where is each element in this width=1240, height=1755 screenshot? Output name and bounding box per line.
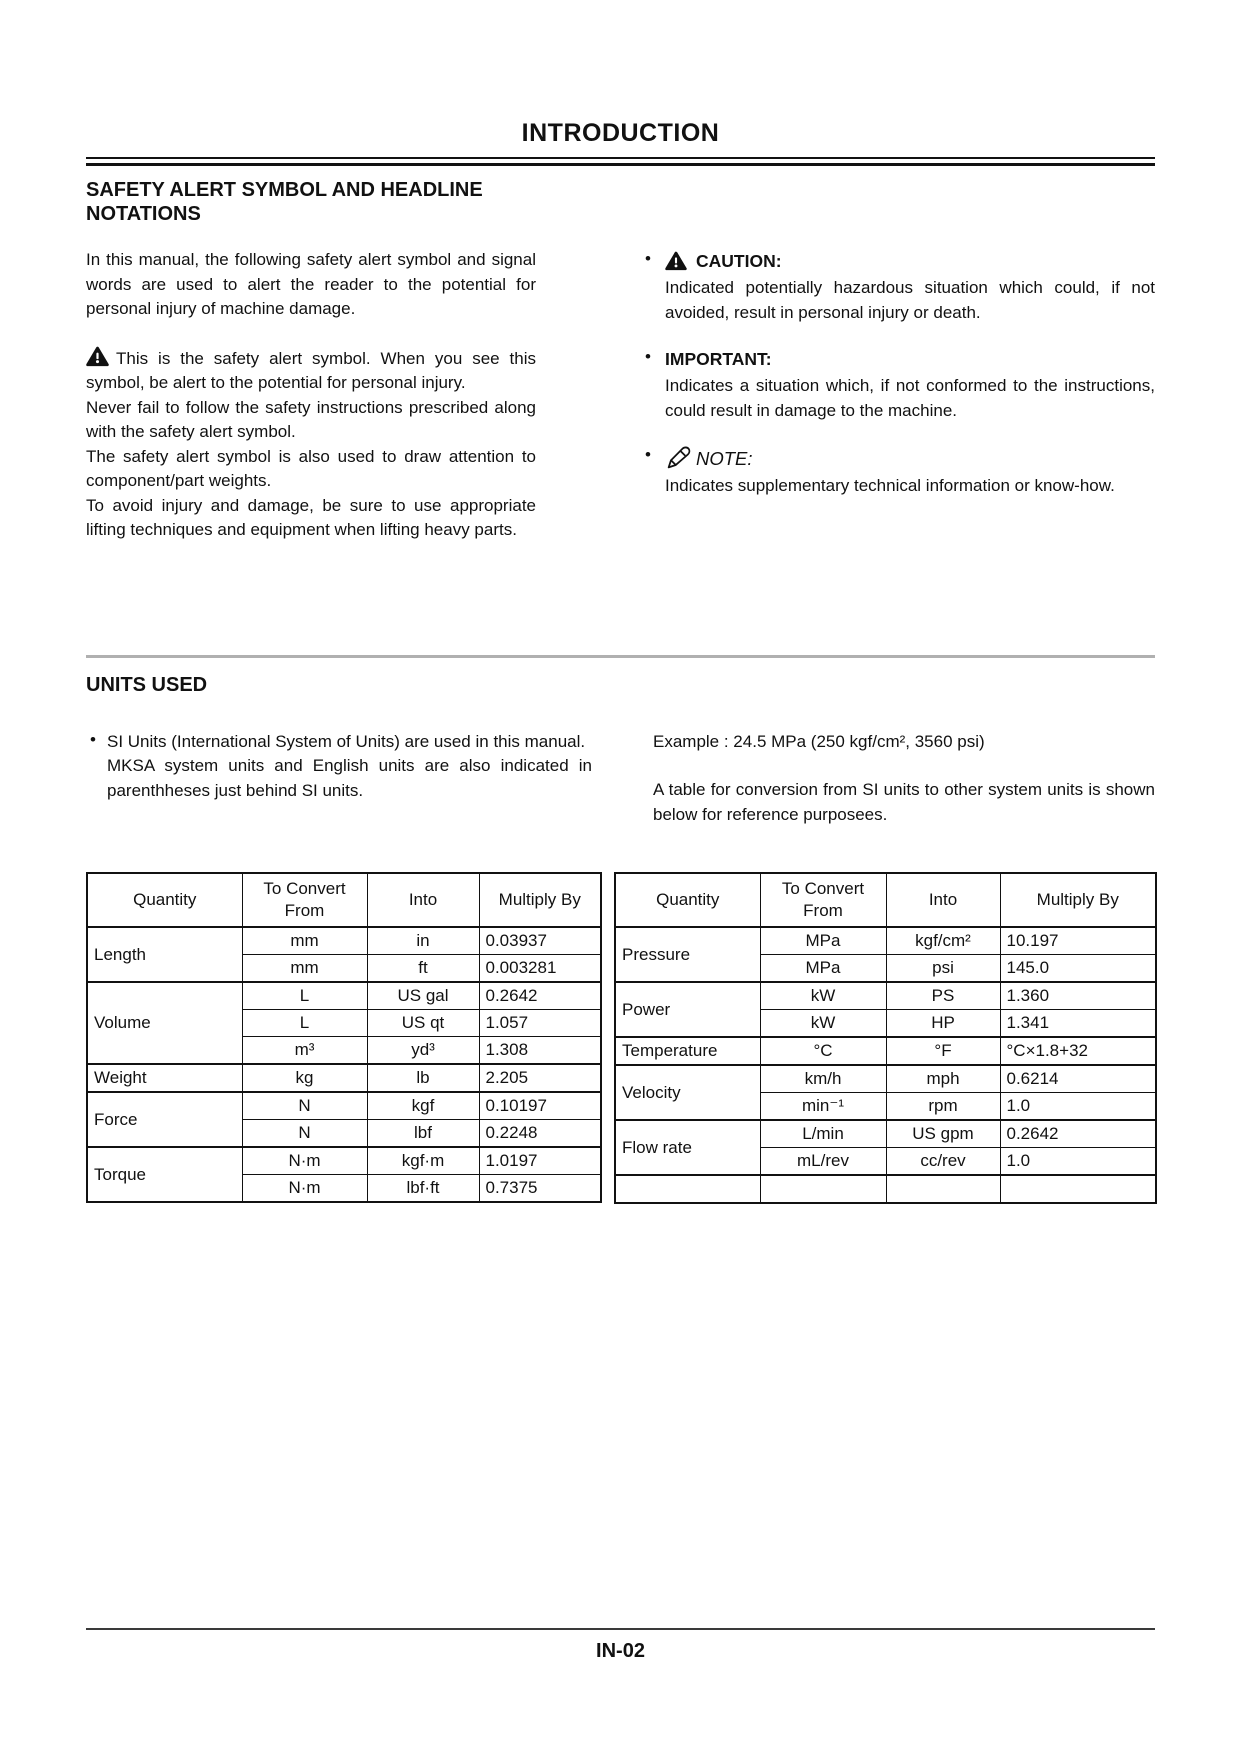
table-cell: kgf — [367, 1092, 479, 1120]
title-double-rule — [86, 157, 1155, 166]
table-cell: 1.0 — [1000, 1093, 1156, 1121]
table-cell: US qt — [367, 1010, 479, 1037]
table-cell: 1.341 — [1000, 1010, 1156, 1038]
conversion-table-right-wrap — [614, 872, 1155, 1204]
table-cell: US gal — [367, 982, 479, 1010]
table-row — [87, 982, 601, 1010]
bullet-marker: • — [645, 347, 651, 366]
table-cell: min⁻¹ — [760, 1093, 886, 1121]
table-cell: 0.10197 — [479, 1092, 601, 1120]
notice-label-row — [665, 248, 1155, 274]
table-row — [87, 1092, 601, 1120]
table-cell: °C — [760, 1037, 886, 1065]
alert-symbol-paragraph — [86, 346, 536, 543]
table-cell: °C×1.8+32 — [1000, 1037, 1156, 1065]
table-row — [615, 1175, 1156, 1203]
conversion-table-right — [614, 872, 1157, 1204]
alert-line: To avoid injury and damage, be sure to use appropriate lifting techniques and equipment when lifting heavy parts. — [86, 495, 536, 539]
table-cell: L/min — [760, 1120, 886, 1148]
notice-body: Indicated potentially hazardous situation which could, if not avoided, result in personal injury or death. — [665, 278, 1155, 322]
table-cell: N·m — [242, 1175, 367, 1203]
table-cell: kW — [760, 1010, 886, 1038]
table-cell: 0.2248 — [479, 1120, 601, 1148]
mksa-paragraph: MKSA system units and English units are also indicated in parenthheses just behind SI units. — [107, 756, 592, 800]
table-cell: kgf/cm² — [886, 927, 1000, 955]
notice-label-row — [665, 346, 1155, 372]
notice-body: Indicates supplementary technical information or know-how. — [665, 476, 1115, 495]
table-cell: N — [242, 1120, 367, 1148]
table-cell: lbf·ft — [367, 1175, 479, 1203]
table-row — [615, 927, 1156, 955]
table-cell: m³ — [242, 1037, 367, 1065]
table-cell: 145.0 — [1000, 955, 1156, 983]
table-row — [615, 1037, 1156, 1065]
si-units-paragraph: SI Units (International System of Units) are used in this manual. — [107, 731, 586, 751]
table-cell — [886, 1175, 1000, 1203]
safety-columns — [86, 248, 1155, 543]
safety-right-column — [645, 248, 1155, 543]
table-cell: 2.205 — [479, 1064, 601, 1092]
quantity-cell: Power — [615, 982, 760, 1037]
notice-body: Indicates a situation which, if not conformed to the instructions, could result in damage to the machine. — [665, 376, 1155, 420]
safety-alert-triangle-icon — [665, 251, 687, 271]
table-cell: 1.057 — [479, 1010, 601, 1037]
column-header: Into — [367, 873, 479, 927]
table-cell: mm — [242, 955, 367, 983]
column-header: Into — [886, 873, 1000, 927]
table-cell: MPa — [760, 955, 886, 983]
table-cell: 1.308 — [479, 1037, 601, 1065]
table-cell: kgf·m — [367, 1147, 479, 1175]
table-cell: kW — [760, 982, 886, 1010]
safety-left-column — [86, 248, 536, 543]
table-cell: N·m — [242, 1147, 367, 1175]
quantity-cell: Length — [87, 927, 242, 982]
units-section-heading: UNITS USED — [86, 673, 208, 696]
units-columns — [86, 730, 1155, 828]
safety-section-heading: SAFETY ALERT SYMBOL AND HEADLINE NOTATIONS — [86, 179, 483, 225]
page-number: IN-02 — [596, 1640, 645, 1662]
table-cell: cc/rev — [886, 1148, 1000, 1176]
conversion-table-left-wrap — [86, 872, 600, 1204]
quantity-cell — [615, 1175, 760, 1203]
table-cell: 10.197 — [1000, 927, 1156, 955]
table-cell: 1.0197 — [479, 1147, 601, 1175]
quantity-cell: Velocity — [615, 1065, 760, 1120]
table-cell: 1.0 — [1000, 1148, 1156, 1176]
pencil-icon — [665, 444, 692, 471]
quantity-cell: Pressure — [615, 927, 760, 982]
table-row — [87, 927, 601, 955]
table-row — [87, 1064, 601, 1092]
table-cell: in — [367, 927, 479, 955]
table-cell: 0.2642 — [1000, 1120, 1156, 1148]
table-cell: lb — [367, 1064, 479, 1092]
quantity-cell: Volume — [87, 982, 242, 1064]
table-cell: mm — [242, 927, 367, 955]
table-cell: 1.360 — [1000, 982, 1156, 1010]
table-row — [87, 1147, 601, 1175]
quantity-cell: Weight — [87, 1064, 242, 1092]
table-cell — [1000, 1175, 1156, 1203]
quantity-cell: Force — [87, 1092, 242, 1147]
table-cell: HP — [886, 1010, 1000, 1038]
alert-line: The safety alert symbol is also used to draw attention to component/part weights. — [86, 446, 536, 490]
notice-label-row — [665, 444, 1155, 472]
table-cell: 0.2642 — [479, 982, 601, 1010]
column-header: Quantity — [615, 873, 760, 927]
table-cell: psi — [886, 955, 1000, 983]
column-header: Multiply By — [479, 873, 601, 927]
bullet-marker: • — [90, 729, 96, 749]
safety-alert-triangle-icon — [86, 346, 109, 367]
page-content — [86, 0, 1155, 1204]
conversion-tables — [86, 872, 1155, 1204]
conversion-table-left — [86, 872, 602, 1203]
notice-label — [665, 444, 753, 472]
page-title: INTRODUCTION — [521, 119, 720, 147]
quantity-cell: Flow rate — [615, 1120, 760, 1175]
bullet-marker: • — [645, 249, 651, 268]
table-cell: MPa — [760, 927, 886, 955]
section-divider — [86, 655, 1155, 658]
table-cell: ft — [367, 955, 479, 983]
column-header: Multiply By — [1000, 873, 1156, 927]
quantity-cell: Torque — [87, 1147, 242, 1202]
table-cell: °F — [886, 1037, 1000, 1065]
units-left-column — [86, 730, 592, 828]
table-cell: 0.03937 — [479, 927, 601, 955]
notice-note — [645, 444, 1155, 499]
table-cell: lbf — [367, 1120, 479, 1148]
alert-line: Never fail to follow the safety instructions prescribed along with the safety alert symbol. — [86, 397, 536, 441]
alert-line — [86, 346, 536, 396]
table-cell: rpm — [886, 1093, 1000, 1121]
table-cell: yd³ — [367, 1037, 479, 1065]
table-row — [615, 982, 1156, 1010]
table-cell — [760, 1175, 886, 1203]
table-cell: 0.6214 — [1000, 1065, 1156, 1093]
alert-line-text: This is the safety alert symbol. When you see this symbol, be alert to the potential for personal injury. — [86, 348, 536, 392]
table-cell: mL/rev — [760, 1148, 886, 1176]
quantity-cell: Temperature — [615, 1037, 760, 1065]
example-line: Example : 24.5 MPa (250 kgf/cm², 3560 psi) — [653, 731, 985, 751]
table-row — [615, 1065, 1156, 1093]
notice-label: IMPORTANT: — [665, 349, 772, 369]
table-cell: 0.003281 — [479, 955, 601, 983]
column-header: To Convert From — [760, 873, 886, 927]
table-cell: N — [242, 1092, 367, 1120]
table-cell: 0.7375 — [479, 1175, 601, 1203]
units-right-column — [653, 730, 1155, 828]
column-header: Quantity — [87, 873, 242, 927]
footer-rule — [86, 1628, 1155, 1630]
table-cell: PS — [886, 982, 1000, 1010]
table-row — [615, 1120, 1156, 1148]
table-cell: L — [242, 1010, 367, 1037]
notice-label: CAUTION: — [696, 251, 782, 271]
table-cell: L — [242, 982, 367, 1010]
notice-important — [645, 346, 1155, 423]
notice-caution — [645, 248, 1155, 325]
intro-paragraph: In this manual, the following safety alert symbol and signal words are used to alert the reader to the potential for personal injury of machine damage. — [86, 250, 536, 318]
note-label-text: NOTE: — [696, 448, 753, 469]
table-cell: US gpm — [886, 1120, 1000, 1148]
table-cell: km/h — [760, 1065, 886, 1093]
table-cell: kg — [242, 1064, 367, 1092]
column-header: To Convert From — [242, 873, 367, 927]
table-cell: mph — [886, 1065, 1000, 1093]
bullet-marker: • — [645, 445, 651, 464]
conversion-note: A table for conversion from SI units to other system units is shown below for reference purposees. — [653, 780, 1155, 824]
